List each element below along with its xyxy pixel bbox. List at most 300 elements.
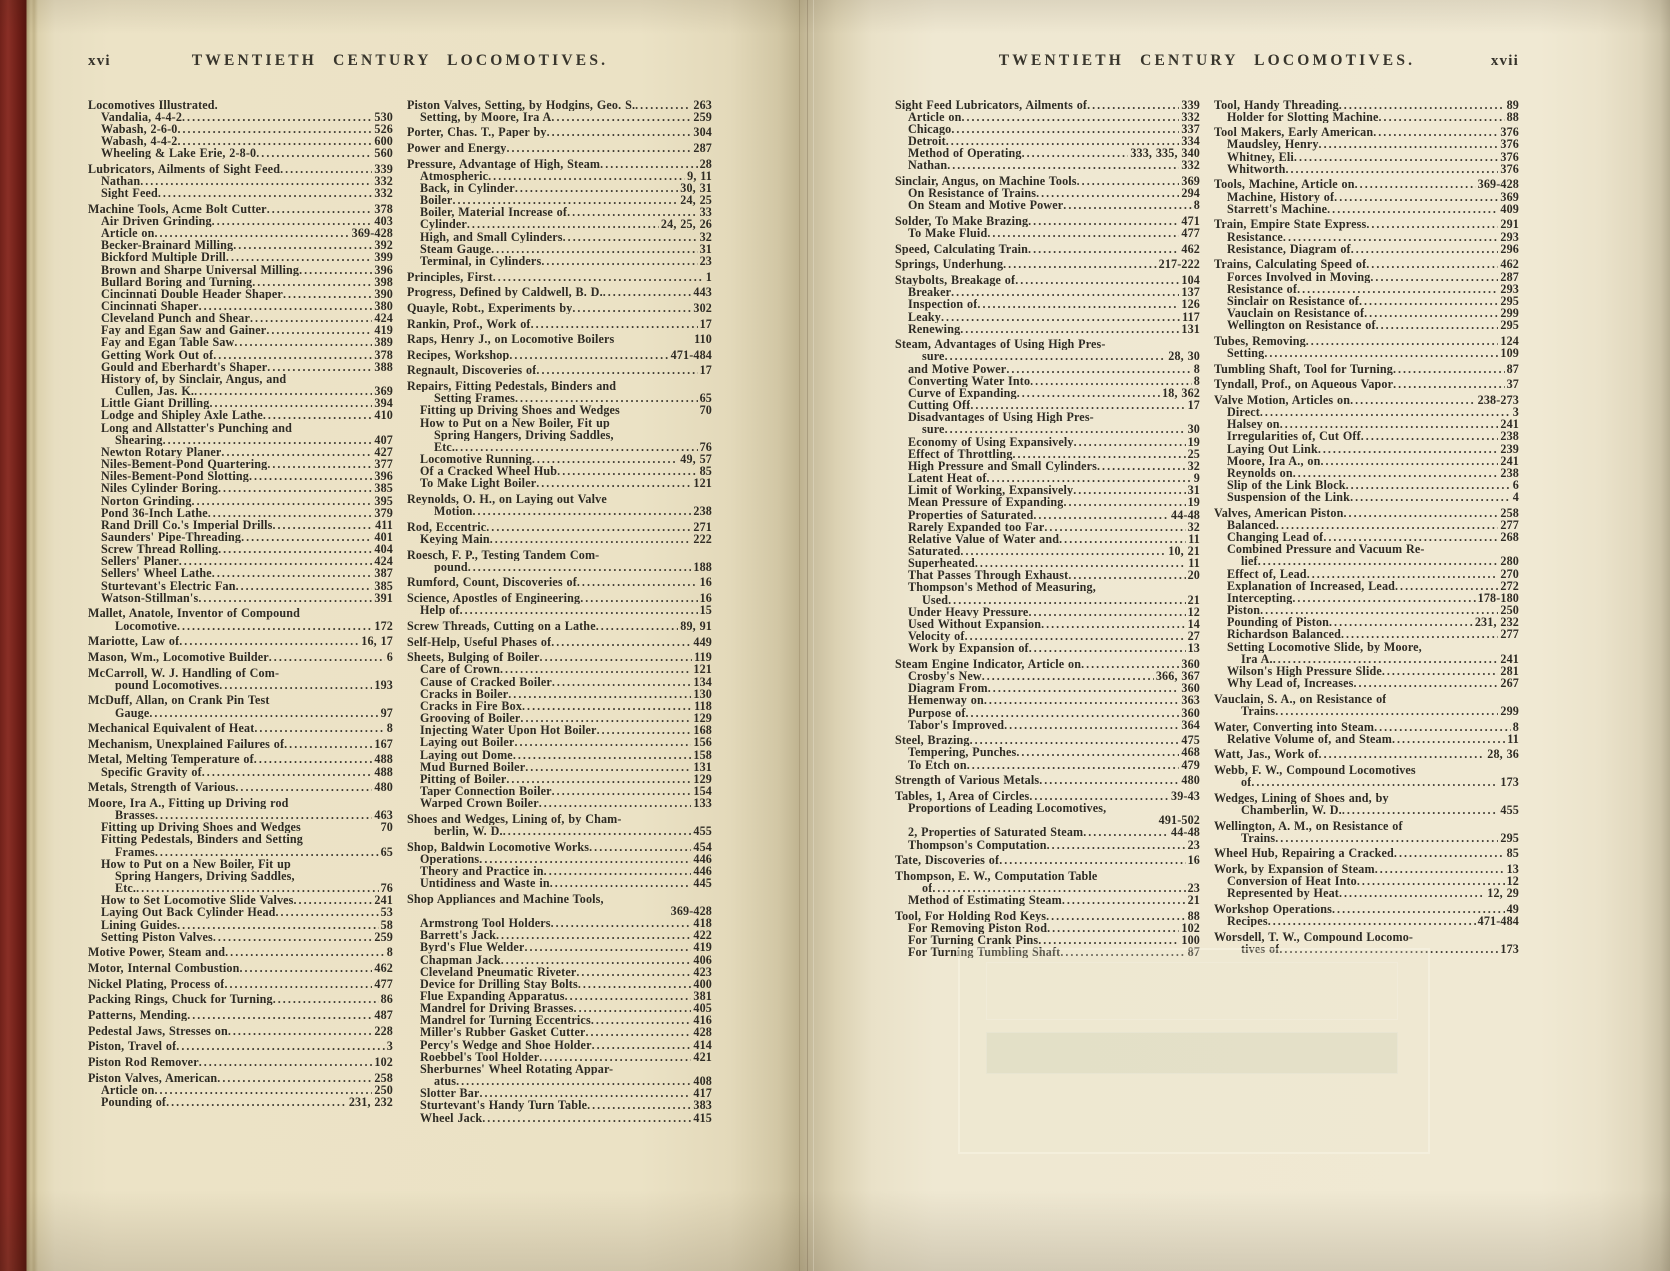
index-entry bbox=[88, 482, 393, 494]
entry-page-number: 477 bbox=[374, 976, 393, 991]
index-entry bbox=[88, 1025, 393, 1037]
entry-page-number: 24, 25, 26 bbox=[660, 217, 712, 232]
index-entry bbox=[895, 642, 1200, 654]
entry-leader-dots bbox=[283, 288, 372, 300]
entry-page-number: 119 bbox=[694, 650, 712, 665]
entry-page-number: 70 bbox=[699, 403, 712, 418]
entry-leader-dots bbox=[508, 688, 691, 700]
index-entry bbox=[1214, 163, 1519, 175]
entry-text: Tempering, Punches bbox=[908, 746, 1017, 759]
entry-leader-dots bbox=[552, 676, 692, 688]
entry-page-number: 488 bbox=[374, 752, 393, 767]
entry-leader-dots bbox=[468, 561, 692, 573]
index-entry bbox=[895, 423, 1200, 435]
entry-text: Science, Apostles of Engineering bbox=[407, 592, 581, 605]
index-entry bbox=[1214, 653, 1519, 665]
index-entry bbox=[88, 147, 393, 159]
entry-text: Train, Empire State Express bbox=[1214, 218, 1367, 231]
entry-text: Vauclain, S. A., on Resistance of bbox=[1214, 692, 1387, 705]
index-entry bbox=[1214, 418, 1519, 430]
entry-leader-dots bbox=[1293, 467, 1499, 479]
entry-text: Hemenway on bbox=[908, 694, 984, 707]
entry-leader-dots bbox=[155, 846, 379, 858]
entry-page-number: 259 bbox=[374, 929, 393, 944]
entry-leader-dots bbox=[1346, 479, 1511, 491]
entry-leader-dots bbox=[1344, 507, 1499, 519]
index-entry bbox=[88, 781, 393, 793]
index-entry bbox=[407, 954, 712, 966]
entry-leader-dots bbox=[574, 1002, 692, 1014]
index-entry bbox=[407, 797, 712, 809]
entry-leader-dots bbox=[267, 203, 373, 215]
entry-page-number: 9, 11 bbox=[687, 168, 712, 183]
entry-page-number: 395 bbox=[374, 493, 393, 508]
entry-page-number: 369 bbox=[1500, 189, 1519, 204]
index-entry bbox=[88, 251, 393, 263]
entry-page-number: 293 bbox=[1500, 229, 1519, 244]
entry-page-number: 530 bbox=[374, 109, 393, 124]
index-entry bbox=[88, 667, 393, 679]
entry-page-number: 173 bbox=[1500, 942, 1519, 956]
index-entry bbox=[88, 495, 393, 507]
entry-page-number: 380 bbox=[374, 299, 393, 313]
entry-text: Gould and Eberhardt's Shaper bbox=[101, 360, 268, 373]
entry-text: Boiler bbox=[420, 194, 453, 207]
entry-leader-dots bbox=[970, 399, 1185, 411]
entry-leader-dots bbox=[1376, 319, 1499, 331]
entry-text: Pounding of Piston bbox=[1227, 616, 1330, 629]
index-entry bbox=[88, 858, 393, 870]
entry-page-number: 129 bbox=[693, 711, 712, 726]
entry-text: Wellington, A. M., on Resistance of bbox=[1214, 819, 1403, 832]
entry-leader-dots bbox=[597, 724, 692, 736]
entry-leader-dots bbox=[192, 495, 373, 507]
entry-leader-dots bbox=[1318, 443, 1499, 455]
index-entry bbox=[88, 543, 393, 555]
entry-text: Piston Rod Remover bbox=[88, 1055, 199, 1069]
entry-text: Webb, F. W., Compound Locomotives bbox=[1214, 763, 1416, 777]
index-entry bbox=[1214, 721, 1519, 733]
entry-leader-dots bbox=[1038, 934, 1179, 946]
entry-page-number: 462 bbox=[1500, 257, 1519, 272]
entry-page-number: 428 bbox=[693, 1025, 712, 1040]
entry-leader-dots bbox=[479, 1087, 691, 1099]
entry-text: Locomotive bbox=[115, 619, 177, 632]
index-entry bbox=[88, 833, 393, 845]
entry-leader-dots bbox=[999, 854, 1185, 866]
index-entry bbox=[895, 790, 1200, 802]
index-entry bbox=[88, 607, 393, 619]
entry-text: Progress, Defined by Caldwell, B. D. bbox=[407, 286, 603, 299]
index-entry bbox=[407, 636, 712, 648]
entry-text: How to Put on a New Boiler, Fit up bbox=[420, 416, 610, 429]
entry-text: Fitting up Driving Shoes and Wedges bbox=[101, 821, 301, 834]
entry-leader-dots bbox=[536, 364, 697, 376]
index-entry bbox=[407, 533, 712, 545]
entry-text: Explanation of Increased, Lead bbox=[1227, 579, 1396, 592]
index-entry bbox=[1214, 705, 1519, 717]
entry-leader-dots bbox=[218, 482, 372, 494]
entry-page-number: 263 bbox=[693, 97, 712, 112]
entry-text: Wedges, Lining of Shoes and, by bbox=[1214, 791, 1389, 804]
entry-leader-dots bbox=[585, 1026, 691, 1038]
entry-page-number: 11 bbox=[1188, 556, 1200, 571]
entry-text: For Turning Tumbling Shaft bbox=[908, 946, 1061, 959]
entry-page-number: 100 bbox=[1181, 933, 1200, 948]
entry-leader-dots bbox=[1276, 519, 1498, 531]
index-entry bbox=[88, 580, 393, 592]
entry-text: Shoes and Wedges, Lining of, by Cham- bbox=[407, 812, 622, 825]
index-entry bbox=[1214, 203, 1519, 215]
entry-page-number: 423 bbox=[693, 964, 712, 979]
index-entry bbox=[407, 761, 712, 773]
entry-text: To Etch on bbox=[908, 758, 967, 771]
entry-page-number: 58 bbox=[380, 917, 393, 932]
index-entry bbox=[88, 336, 393, 348]
entry-text: Thompson's Method of Measuring, bbox=[908, 581, 1096, 594]
entry-leader-dots bbox=[294, 894, 373, 906]
entry-page-number: 293 bbox=[1500, 281, 1519, 296]
entry-text: Patterns, Mending bbox=[88, 1008, 188, 1022]
index-entry bbox=[407, 865, 712, 877]
entry-page-number: 416 bbox=[693, 1013, 712, 1028]
entry-leader-dots bbox=[984, 694, 1180, 706]
entry-text: Renewing bbox=[908, 322, 961, 335]
entry-page-number: 302 bbox=[693, 300, 712, 315]
index-entry bbox=[407, 813, 712, 825]
entry-leader-dots bbox=[592, 1039, 692, 1051]
left-page bbox=[26, 0, 800, 1271]
entry-leader-dots bbox=[1036, 187, 1179, 199]
entry-page-number: 8 bbox=[386, 945, 393, 960]
entry-text: High Pressure and Small Cylinders bbox=[908, 459, 1098, 473]
index-entry bbox=[895, 274, 1200, 286]
entry-text: Cincinnati Double Header Shaper bbox=[101, 287, 283, 300]
entry-text: Machine Tools, Acme Bolt Cutter bbox=[88, 202, 267, 215]
entry-leader-dots bbox=[1359, 295, 1498, 307]
entry-text: Percy's Wedge and Shoe Holder bbox=[420, 1038, 592, 1051]
entry-leader-dots bbox=[1292, 592, 1475, 604]
entry-page-number: 12 bbox=[1187, 604, 1200, 619]
entry-page-number: 130 bbox=[693, 686, 712, 701]
entry-text: Byrd's Flue Welder bbox=[420, 941, 525, 954]
entry-leader-dots bbox=[576, 966, 691, 978]
entry-text: Sight Feed bbox=[101, 187, 158, 200]
entry-leader-dots bbox=[187, 1009, 372, 1021]
entry-leader-dots bbox=[1028, 606, 1185, 618]
entry-text: Norton Grinding bbox=[101, 494, 192, 507]
entry-page-number: 241 bbox=[1500, 417, 1519, 432]
entry-leader-dots bbox=[486, 521, 691, 533]
index-entry bbox=[407, 825, 712, 837]
index-entry bbox=[407, 1075, 712, 1087]
index-entry bbox=[1214, 748, 1519, 760]
entry-page-number: 10, 21 bbox=[1168, 543, 1200, 558]
index-entry bbox=[1214, 863, 1519, 875]
index-entry bbox=[1214, 931, 1519, 943]
entry-text: Used bbox=[922, 593, 949, 606]
entry-page-number: 294 bbox=[1181, 186, 1200, 201]
index-entry bbox=[895, 175, 1200, 187]
entry-leader-dots bbox=[500, 663, 691, 675]
entry-leader-dots bbox=[1275, 705, 1498, 717]
entry-page-number: 24, 25 bbox=[680, 193, 712, 208]
index-entry bbox=[895, 545, 1200, 557]
entry-leader-dots bbox=[550, 877, 692, 889]
entry-text: Motion bbox=[434, 505, 473, 518]
entry-text: Self-Help, Useful Phases of bbox=[407, 635, 552, 648]
index-entry bbox=[895, 187, 1200, 199]
entry-page-number: 158 bbox=[693, 747, 712, 762]
entry-page-number: 410 bbox=[374, 408, 393, 423]
entry-leader-dots bbox=[467, 218, 659, 230]
entry-leader-dots bbox=[212, 215, 373, 227]
index-entry bbox=[88, 422, 393, 434]
entry-page-number: 25 bbox=[1187, 446, 1200, 461]
entry-page-number: 228 bbox=[374, 1023, 393, 1038]
entry-leader-dots bbox=[547, 126, 692, 138]
entry-page-number: 121 bbox=[693, 662, 712, 677]
entry-leader-dots bbox=[136, 882, 379, 894]
entry-text: Diagram From bbox=[908, 682, 988, 695]
entry-text: Fitting Pedestals, Binders and Setting bbox=[101, 833, 303, 846]
entry-page-number: 88 bbox=[1187, 908, 1200, 923]
entry-text: Wheel Jack bbox=[420, 1111, 483, 1124]
entry-leader-dots bbox=[1087, 99, 1179, 111]
entry-leader-dots bbox=[284, 738, 372, 750]
index-entry bbox=[1214, 628, 1519, 640]
index-entry bbox=[407, 271, 712, 283]
index-entry bbox=[895, 338, 1200, 350]
index-entry bbox=[407, 773, 712, 785]
entry-leader-dots bbox=[541, 255, 697, 267]
entry-text: tives of bbox=[1241, 943, 1280, 956]
entry-page-number: 295 bbox=[1500, 830, 1519, 845]
entry-text: Solder, To Make Brazing bbox=[895, 214, 1029, 228]
left-page-header bbox=[88, 52, 712, 76]
entry-page-number: 424 bbox=[374, 554, 393, 569]
index-entry bbox=[895, 298, 1200, 310]
entry-leader-dots bbox=[520, 712, 691, 724]
entry-page-number: 394 bbox=[374, 396, 393, 411]
index-entry bbox=[407, 561, 712, 573]
entry-leader-dots bbox=[210, 397, 373, 409]
entry-leader-dots bbox=[199, 300, 373, 312]
entry-page-number: 296 bbox=[1500, 241, 1519, 256]
index-entry bbox=[407, 99, 712, 111]
index-entry bbox=[1214, 335, 1519, 347]
entry-leader-dots bbox=[1297, 283, 1498, 295]
index-entry bbox=[895, 670, 1200, 682]
entry-leader-dots bbox=[455, 441, 698, 453]
entry-text: On Resistance of Trains bbox=[908, 187, 1037, 200]
entry-text: Fay and Egan Saw and Gainer bbox=[101, 324, 267, 337]
entry-text: Setting Locomotive Slide, by Moore, bbox=[1227, 640, 1422, 653]
entry-leader-dots bbox=[254, 753, 373, 765]
entry-leader-dots bbox=[565, 990, 692, 1002]
index-entry bbox=[1214, 693, 1519, 705]
entry-text: Shop Appliances and Machine Tools, bbox=[407, 892, 604, 905]
index-entry bbox=[88, 187, 393, 199]
entry-text: Tool Makers, Early American bbox=[1214, 126, 1374, 139]
entry-leader-dots bbox=[218, 543, 372, 555]
entry-page-number: 388 bbox=[374, 359, 393, 374]
entry-leader-dots bbox=[951, 123, 1179, 135]
index-entry bbox=[88, 458, 393, 470]
entry-page-number: 53 bbox=[380, 905, 393, 920]
index-entry bbox=[88, 567, 393, 579]
entry-text: atus bbox=[434, 1075, 457, 1088]
entry-text: Keying Main bbox=[420, 533, 490, 546]
entry-page-number: 411 bbox=[375, 517, 393, 532]
entry-leader-dots bbox=[1015, 274, 1179, 286]
index-entry bbox=[407, 182, 712, 194]
index-entry bbox=[407, 1063, 712, 1075]
index-entry bbox=[88, 694, 393, 706]
entry-page-number: 369-428 bbox=[1477, 177, 1519, 192]
entry-page-number: 109 bbox=[1500, 345, 1519, 360]
entry-leader-dots bbox=[1366, 218, 1498, 230]
index-entry bbox=[895, 243, 1200, 255]
entry-leader-dots bbox=[977, 298, 1179, 310]
index-entry bbox=[1214, 467, 1519, 479]
entry-page-number: 19 bbox=[1187, 495, 1200, 510]
entry-leader-dots bbox=[1033, 509, 1169, 521]
entry-leader-dots bbox=[1016, 746, 1179, 758]
entry-text: Tool, For Holding Rod Keys bbox=[895, 909, 1047, 922]
index-entry bbox=[407, 853, 712, 865]
entry-text: pound Locomotives bbox=[115, 678, 220, 691]
entry-leader-dots bbox=[299, 264, 372, 276]
entry-leader-dots bbox=[219, 679, 372, 691]
entry-page-number: 238 bbox=[1500, 465, 1519, 480]
entry-leader-dots bbox=[1307, 568, 1499, 580]
entry-leader-dots bbox=[179, 555, 373, 567]
entry-page-number: 27 bbox=[1187, 629, 1200, 644]
index-entry bbox=[407, 170, 712, 182]
entry-page-number: 239 bbox=[1500, 441, 1519, 456]
entry-leader-dots bbox=[1329, 616, 1473, 628]
index-entry bbox=[895, 111, 1200, 123]
entry-text: Packing Rings, Chuck for Turning bbox=[88, 993, 273, 1006]
index-entry bbox=[1214, 363, 1519, 375]
entry-text: Frames bbox=[115, 845, 155, 858]
entry-page-number: 87 bbox=[1506, 361, 1519, 376]
entry-page-number: 422 bbox=[693, 928, 712, 943]
entry-leader-dots bbox=[578, 978, 692, 990]
entry-page-number: 217-222 bbox=[1158, 257, 1200, 272]
entry-page-number: 445 bbox=[693, 876, 712, 891]
entry-page-number: 487 bbox=[374, 1007, 393, 1022]
entry-leader-dots bbox=[490, 533, 692, 545]
entry-page-number: 30 bbox=[1187, 422, 1200, 437]
index-entry bbox=[88, 135, 393, 147]
entry-text: Mandrel for Turning Eccentrics bbox=[420, 1014, 591, 1027]
entry-page-number: 28, 30 bbox=[1168, 349, 1200, 364]
entry-text: Resistance of bbox=[1227, 282, 1298, 295]
entry-page-number: 16 bbox=[1187, 853, 1200, 868]
entry-page-number: 390 bbox=[374, 286, 393, 301]
entry-text: Operations bbox=[420, 852, 480, 865]
entry-leader-dots bbox=[1320, 455, 1498, 467]
entry-text: Whitworth bbox=[1227, 162, 1286, 175]
entry-text: Steam Engine Indicator, Article on bbox=[895, 657, 1082, 671]
index-entry bbox=[88, 1072, 393, 1084]
index-entry bbox=[407, 966, 712, 978]
entry-leader-dots bbox=[177, 123, 372, 135]
entry-text: Rand Drill Co.'s Imperial Drills bbox=[101, 518, 273, 531]
entry-leader-dots bbox=[967, 759, 1180, 771]
entry-page-number: 250 bbox=[1500, 603, 1519, 618]
entry-page-number: 378 bbox=[374, 347, 393, 362]
entry-page-number: 3 bbox=[1512, 405, 1519, 420]
entry-text: of bbox=[922, 882, 933, 895]
entry-leader-dots bbox=[202, 766, 373, 778]
index-entry bbox=[895, 99, 1200, 111]
entry-page-number: 406 bbox=[693, 952, 712, 967]
entry-leader-dots bbox=[1280, 418, 1499, 430]
entry-page-number: 118 bbox=[694, 698, 712, 713]
entry-page-number: 167 bbox=[374, 736, 393, 751]
index-entry bbox=[88, 766, 393, 778]
entry-page-number: 360 bbox=[1181, 656, 1200, 671]
entry-text: Article on bbox=[101, 1083, 155, 1096]
entry-page-number: 28 bbox=[699, 156, 712, 171]
entry-text: Fay and Egan Table Saw bbox=[101, 336, 235, 349]
entry-page-number: 446 bbox=[693, 863, 712, 878]
entry-text: Resistance bbox=[1227, 230, 1283, 243]
index-entry bbox=[895, 854, 1200, 866]
index-entry bbox=[88, 707, 393, 719]
entry-text: Etc. bbox=[115, 882, 137, 895]
index-entry bbox=[88, 592, 393, 604]
entry-leader-dots bbox=[1306, 335, 1499, 347]
index-entry bbox=[88, 679, 393, 691]
index-column-4 bbox=[1214, 95, 1519, 958]
entry-text: Velocity of bbox=[908, 630, 965, 643]
entry-page-number: 65 bbox=[380, 844, 393, 859]
entry-page-number: 121 bbox=[693, 476, 712, 491]
entry-text: Latent Heat of bbox=[908, 472, 987, 485]
entry-text: To Make Light Boiler bbox=[420, 477, 537, 490]
index-entry bbox=[88, 962, 393, 974]
index-entry bbox=[895, 496, 1200, 508]
entry-text: Barrett's Jack bbox=[420, 929, 497, 942]
entry-leader-dots bbox=[1047, 839, 1186, 851]
entry-text: sure bbox=[922, 423, 945, 436]
entry-text: Represented by Heat bbox=[1227, 887, 1339, 900]
entry-text: Steam Gauge bbox=[420, 242, 492, 255]
entry-text: Motor, Internal Combustion bbox=[88, 961, 240, 975]
entry-text: Limit of Working, Expansively bbox=[908, 484, 1074, 497]
entry-leader-dots bbox=[1334, 191, 1498, 203]
show-through-ghost-inner bbox=[986, 962, 1398, 1020]
entry-text: Tumbling Shaft, Tool for Turning bbox=[1214, 362, 1393, 375]
entry-page-number: 385 bbox=[374, 481, 393, 496]
entry-text: Laying Out Back Cylinder Head bbox=[101, 906, 276, 919]
index-entry bbox=[407, 441, 712, 453]
entry-leader-dots bbox=[987, 227, 1179, 239]
show-through-ghost-band bbox=[986, 1032, 1398, 1074]
entry-text: Watson-Stillman's bbox=[101, 591, 199, 604]
entry-leader-dots bbox=[580, 592, 697, 604]
index-entry bbox=[895, 774, 1200, 786]
entry-leader-dots bbox=[493, 271, 704, 283]
entry-text: Intercepting bbox=[1227, 591, 1293, 605]
entry-page-number: 366, 367 bbox=[1155, 669, 1200, 684]
entry-page-number: 369-428 bbox=[670, 903, 712, 918]
entry-page-number: 480 bbox=[1181, 773, 1200, 788]
